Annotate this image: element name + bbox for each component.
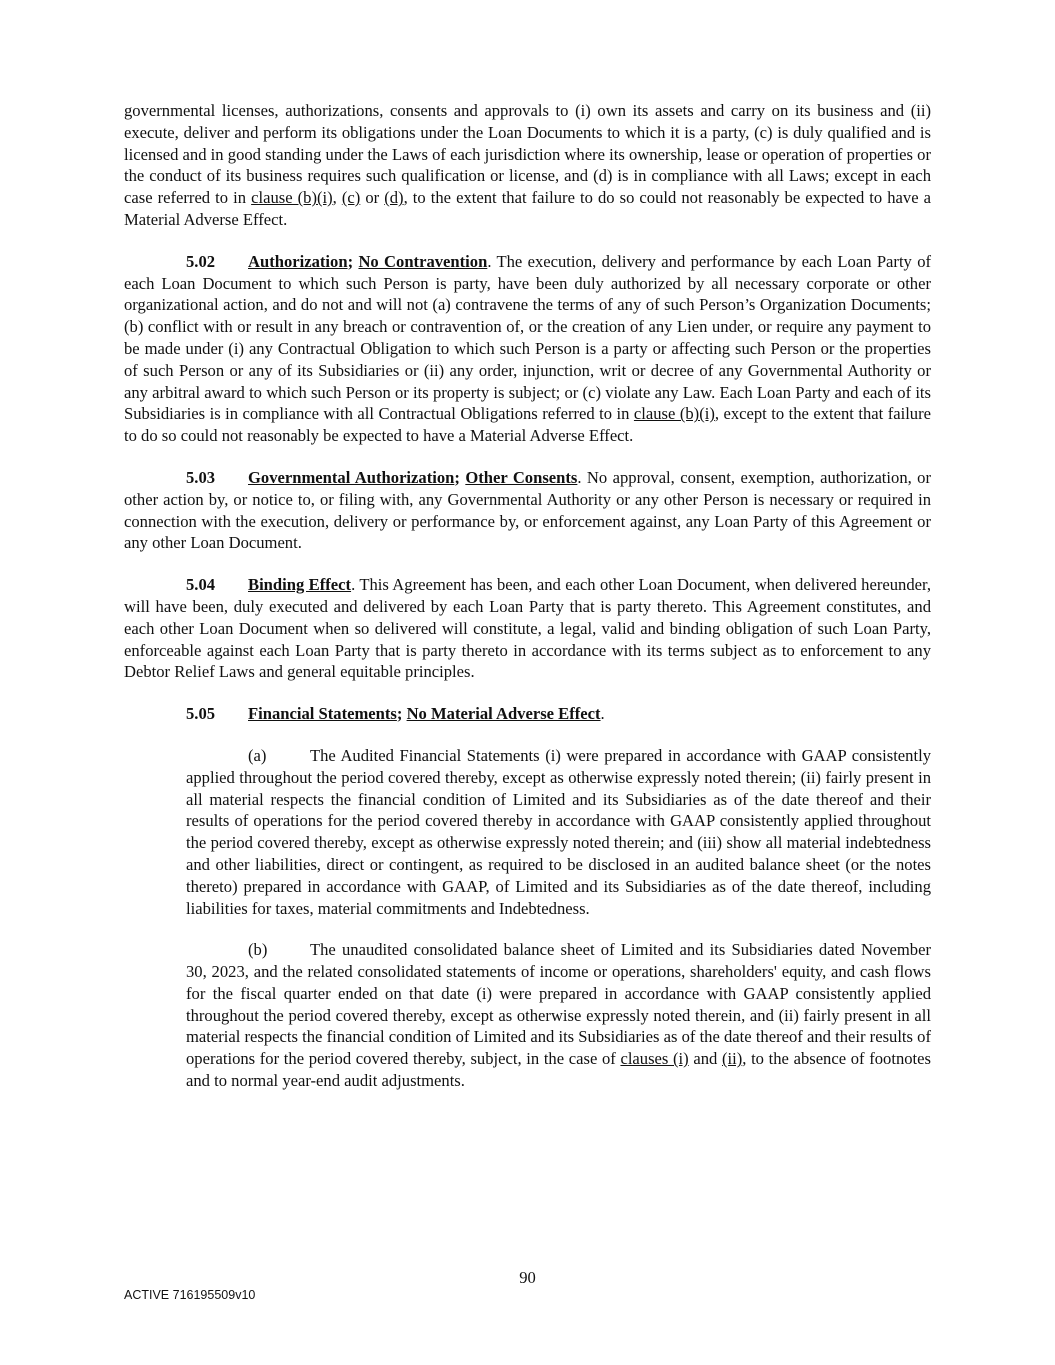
page-number: 90: [519, 1268, 536, 1287]
section-heading: Governmental Authorization: [248, 467, 455, 487]
section-heading: No Material Adverse Effect: [406, 704, 601, 724]
section-heading: Other Consents: [465, 467, 578, 487]
section-heading: No Contravention: [358, 251, 488, 271]
clause-reference: clause (b)(i): [633, 404, 715, 424]
section-5-02: 5.02 Authorization; No Contravention. The execution, delivery and performance by each Loan Party of each Loan Document to which such Person is party, have been duly authorized by all necessary corporate or other organizational action, and do not and will not (a) contravene the terms of any of such Person’s Organization Documents; (b) conflict with or result in any breach or contravention of, or the creation of any Lien under, or require any payment to be made under (i) any Contractual Obligation to which such Person is a party or affecting such Person or the properties of such Person or any of its Subsidiaries or (ii) any order, injunction, writ or decree of any Governmental Authority or any arbitral award to which such Person or its property is subject; or (c) violate any Law. Each Loan Party and each of its Subsidiaries is in compliance with all Contractual Obligations referred to in clause (b)(i), except to the extent that failure to do so could not reasonably be expected to have a Material Adverse Effect.: [124, 251, 932, 446]
section-heading: Binding Effect: [248, 575, 352, 595]
section-number: 5.05: [186, 704, 216, 724]
clause-reference: clauses (i): [620, 1049, 689, 1069]
clause-reference: (c): [341, 188, 361, 208]
section-text: . This Agreement has been, and each other Loan Document, when delivered hereunder, will have been, duly executed and delivered by each Loan Party that is party thereto. This Agreement constitutes, and each other Loan Document when so delivered will constitute, a legal, valid and binding obligation of such Loan Party, enforceable against each Loan Party that is party thereto in accordance with its terms subject as to enforcement to any Debtor Relief Laws and general equitable principles.: [124, 575, 932, 682]
section-text: . No approval, consent, exemption, authorization, or other action by, or notice to, or filing with, any Governmental Authority or any other Person is necessary or required in connection with the execution, delivery or performance by, or enforcement against, any Loan Party of this Agreement or any other Loan Document.: [124, 467, 931, 553]
clause-reference: clause (b)(i): [251, 188, 333, 208]
subsection-b: (b) The unaudited consolidated balance sheet of Limited and its Subsidiaries dated November 30, 2023, and the related consolidated statements of income or operations, shareholders' equity, and cash flows for the fiscal quarter ended on that date (i) were prepared in accordance with GAAP consistently applied throughout the period covered thereby, except as otherwise expressly noted therein, and (ii) fairly present in all material respects the financial condition of Limited and its Subsidiaries as of the date thereof and their results of operations for the period covered thereby, subject, in the case of clauses (i) and (ii), to the absence of footnotes and to normal year-end audit adjustments.: [186, 940, 931, 1091]
subsection-text: The unaudited consolidated balance sheet of Limited and its Subsidiaries dated November 30, 2023, and the related consolidated statements of income or operations, shareholders' equity, and cash flows for the fiscal quarter ended on that date (i) were prepared in accordance with GAAP consistently applied throughout the period covered thereby, except as otherwise expressly noted therein, and (ii) fairly present in all material respects the financial condition of Limited and its Subsidiaries as of the date thereof and their results of operations for the period covered thereby, subject, in the case of: [186, 940, 931, 1069]
subsection-label: (b): [248, 940, 268, 960]
subsection-label: (a): [248, 745, 267, 765]
intro-text: governmental licenses, authorizations, consents and approvals to (i) own its assets and carry on its business and (ii) execute, deliver and perform its obligations under the Loan Documents to which it is a party, (c) is duly qualified and is licensed and in good standing under the Laws of each jurisdiction where its ownership, lease or operation of properties or the conduct of its business requires such qualification or license, and (d) is in compliance with all Laws; except in each case referred to in: [124, 101, 931, 208]
section-heading: Financial Statements: [248, 704, 397, 724]
clause-reference: (ii): [721, 1049, 743, 1069]
section-number: 5.02: [186, 251, 216, 271]
document-page: [124, 100, 931, 1112]
section-number: 5.04: [186, 575, 216, 595]
clause-reference: (d): [384, 188, 404, 208]
subsection-a: [186, 745, 931, 919]
document-id: ACTIVE 716195509v10: [124, 1288, 256, 1302]
section-5-03: 5.03 Governmental Authorization; Other Consents. No approval, consent, exemption, authorization, or other action by, or notice to, or filing with, any Governmental Authority or any other Person is necessary or required in connection with the execution, delivery or performance by, or enforcement against, any Loan Party of this Agreement or any other Loan Document.: [124, 467, 931, 553]
section-text: . The execution, delivery and performance by each Loan Party of each Loan Document to which such Person is party, have been duly authorized by all necessary corporate or other organizational action, and do not and will not (a) contravene the terms of any of such Person’s Organization Documents; (b) conflict with or result in any breach or contravention of, or the creation of any Lien under, or require any payment to be made under (i) any Contractual Obligation to which such Person is a party or affecting such Person or the properties of such Person or any of its Subsidiaries or (ii) any order, injunction, writ or decree of any Governmental Authority or any arbitral award to which such Person or its property is subject; or (c) violate any Law. Each Loan Party and each of its Subsidiaries is in compliance with all Contractual Obligations referred to in: [124, 251, 932, 424]
section-heading: Authorization: [248, 251, 348, 271]
subsection-text: The Audited Financial Statements (i) were prepared in accordance with GAAP consistently applied throughout the period covered thereby, except as otherwise expressly noted therein; (ii) fairly present in all material respects the financial condition of Limited and its Subsidiaries as of the date thereof and their results of operations for the period covered thereby in accordance with GAAP consistently applied throughout the period covered thereby, except as otherwise expressly noted therein; and (iii) show all material indebtedness and other liabilities, direct or contingent, as required to be disclosed in an audited balance sheet (or the notes thereto) prepared in accordance with GAAP, of Limited and its Subsidiaries as of the date thereof, including liabilities for taxes, material commitments and Indebtedness.: [186, 745, 931, 918]
intro-paragraph: governmental licenses, authorizations, consents and approvals to (i) own its assets and carry on its business and (ii) execute, deliver and perform its obligations under the Loan Documents to which it is a party, (c) is duly qualified and is licensed and in good standing under the Laws of each jurisdiction where its ownership, lease or operation of properties or the conduct of its business requires such qualification or license, and (d) is in compliance with all Laws; except in each case referred to in clause (b)(i), (c) or (d), to the extent that failure to do so could not reasonably be expected to have a Material Adverse Effect.: [124, 101, 932, 229]
section-number: 5.03: [186, 467, 216, 487]
section-5-04: [124, 574, 931, 683]
section-5-05: 5.05 Financial Statements; No Material Adverse Effect.: [186, 704, 605, 724]
